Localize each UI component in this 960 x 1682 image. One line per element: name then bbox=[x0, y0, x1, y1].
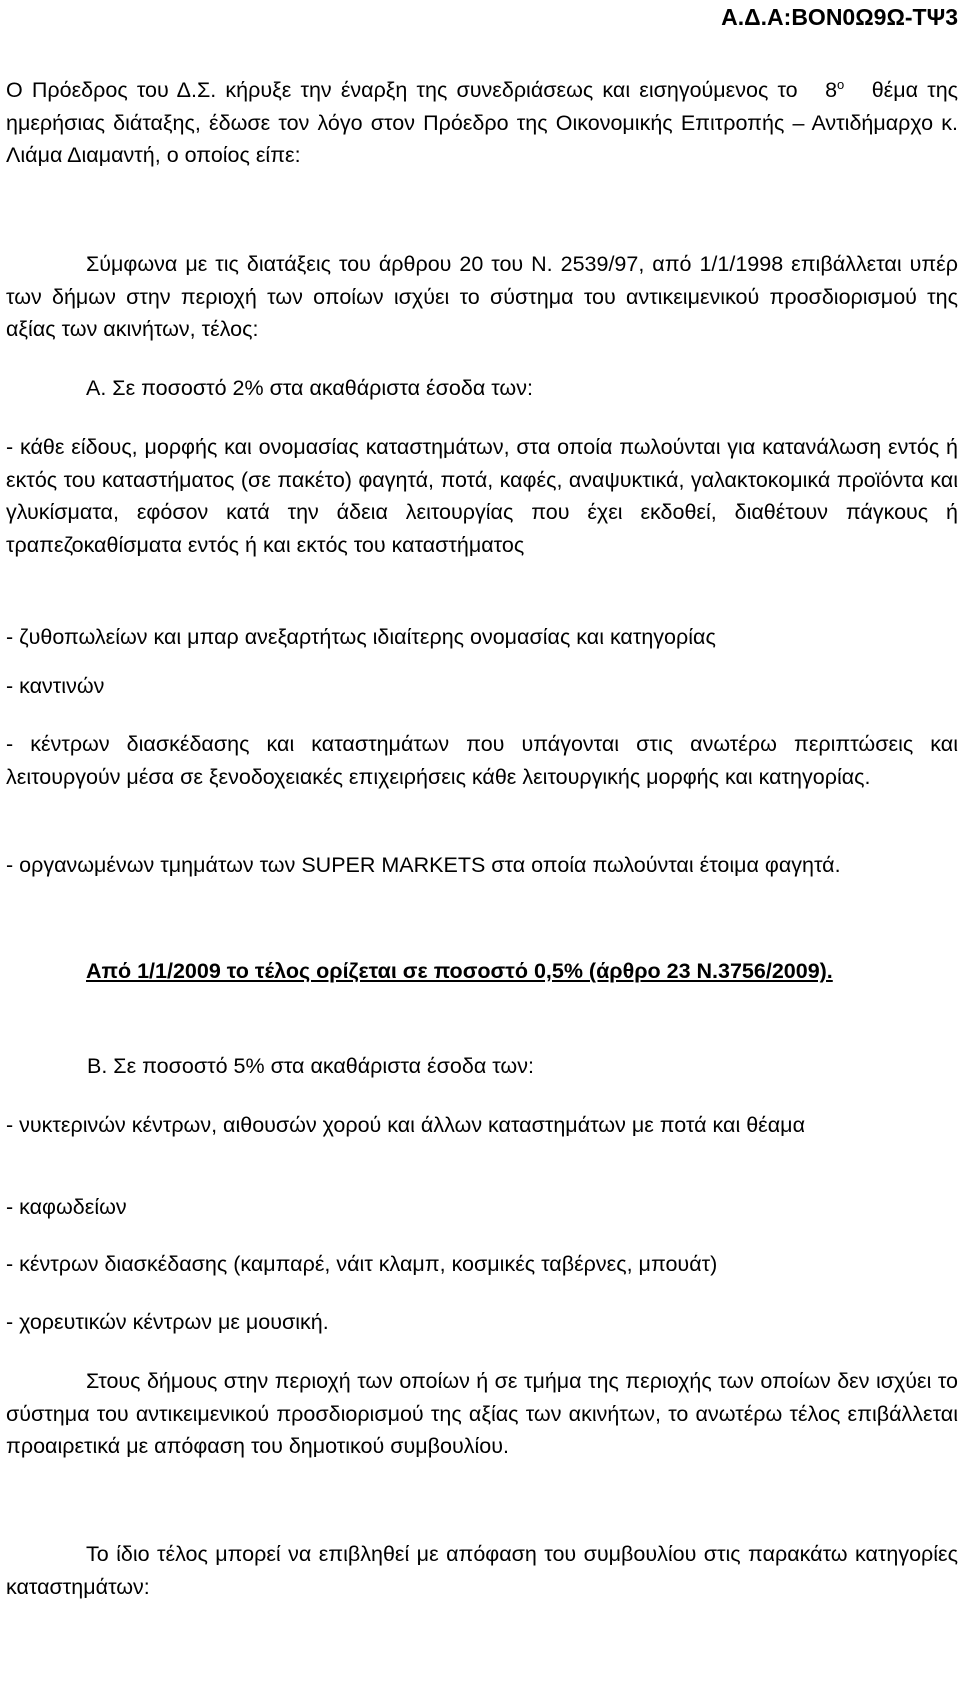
section-b-item: - νυκτερινών κέντρων, αιθουσών χορού και άλλων καταστημάτων με ποτά και θέαμα bbox=[6, 1113, 805, 1137]
optional-clause-text: Στους δήμους στην περιοχή των οποίων ή σε τμήμα της περιοχής των οποίων δεν ισχύει το σύστημα του αντικειμενικού προσδιορισμού της αξίας των ακινήτων, το ανωτέρω τέλος επιβάλλεται προαιρετικά με απόφαση του δημοτικού συμβουλίου. bbox=[6, 1369, 958, 1458]
section-b-heading-text: Β. Σε ποσοστό 5% στα ακαθάριστα έσοδα των: bbox=[87, 1054, 534, 1078]
section-a-item: - καντινών bbox=[6, 674, 105, 698]
section-a-note bbox=[6, 955, 958, 988]
section-a-item: - οργανωμένων τμημάτων των SUPER MARKETS στα οποία πωλούνται έτοιμα φαγητά. bbox=[6, 853, 841, 877]
intro-text-before: Ο Πρόεδρος του Δ.Σ. κήρυξε την έναρξη της συνεδριάσεως και εισηγούμενος το bbox=[6, 78, 798, 102]
optional-clause-paragraph bbox=[6, 1365, 958, 1463]
item-number-superscript: ο bbox=[837, 76, 845, 92]
intro-paragraph bbox=[6, 74, 958, 172]
section-a-heading-text: Α. Σε ποσοστό 2% στα ακαθάριστα έσοδα των: bbox=[86, 376, 533, 400]
legal-basis-text: Σύμφωνα με τις διατάξεις του άρθρου 20 του Ν. 2539/97, από 1/1/1998 επιβάλλεται υπέρ των δήμων στην περιοχή των οποίων ισχύει το σύστημα του αντικειμενικού προσδιορισμού της αξίας των ακινήτων, τέλος: bbox=[6, 252, 958, 341]
section-b-heading bbox=[6, 1050, 958, 1083]
section-b-item: - κέντρων διασκέδασης (καμπαρέ, νάιτ κλαμπ, κοσμικές ταβέρνες, μπουάτ) bbox=[6, 1252, 718, 1276]
intro-text-after: θέμα της ημερήσιας διάταξης, έδωσε τον λόγο στον Πρόεδρο της Οικονομικής Επιτροπής – Αντιδήμαρχο κ. Λιάμα Διαμαντή, ο οποίος είπε: bbox=[6, 78, 959, 167]
section-a-item: - κάθε είδους, μορφής και ονομασίας καταστημάτων, στα οποία πωλούνται για κατανάλωση εντός ή εκτός του καταστήματος (σε πακέτο) φαγητά, ποτά, καφές, αναψυκτικά, γαλακτοκομικά προϊόντα και γλυκίσματα, εφόσον κατά την άδεια λειτουργίας που έχει εκδοθεί, διαθέτουν πάγκους ή τραπεζοκαθίσματα εντός ή και εκτός του καταστήματος bbox=[6, 435, 958, 557]
ada-code: Α.Δ.Α:ΒΟΝ0Ω9Ω-ΤΨ3 bbox=[721, 4, 958, 30]
section-b-item: - καφωδείων bbox=[6, 1195, 127, 1219]
legal-basis-paragraph bbox=[6, 248, 958, 346]
item-number: 8 bbox=[825, 78, 838, 102]
section-a-item: - κέντρων διασκέδασης και καταστημάτων που υπάγονται στις ανωτέρω περιπτώσεις και λειτουργούν μέσα σε ξενοδοχειακές επιχειρήσεις κάθε λειτουργικής μορφής και κατηγορίας. bbox=[6, 732, 958, 789]
closing-text: Το ίδιο τέλος μπορεί να επιβληθεί με απόφαση του συμβουλίου στις παρακάτω κατηγορίες καταστημάτων: bbox=[6, 1542, 958, 1599]
section-a-item: - ζυθοπωλείων και μπαρ ανεξαρτήτως ιδιαίτερης ονομασίας και κατηγορίας bbox=[6, 625, 716, 649]
section-a-heading bbox=[6, 372, 958, 405]
section-a-note-text: Από 1/1/2009 το τέλος ορίζεται σε ποσοστό 0,5% (άρθρο 23 Ν.3756/2009). bbox=[86, 959, 833, 983]
section-b-item: - χορευτικών κέντρων με μουσική. bbox=[6, 1310, 329, 1334]
closing-paragraph bbox=[6, 1538, 958, 1603]
